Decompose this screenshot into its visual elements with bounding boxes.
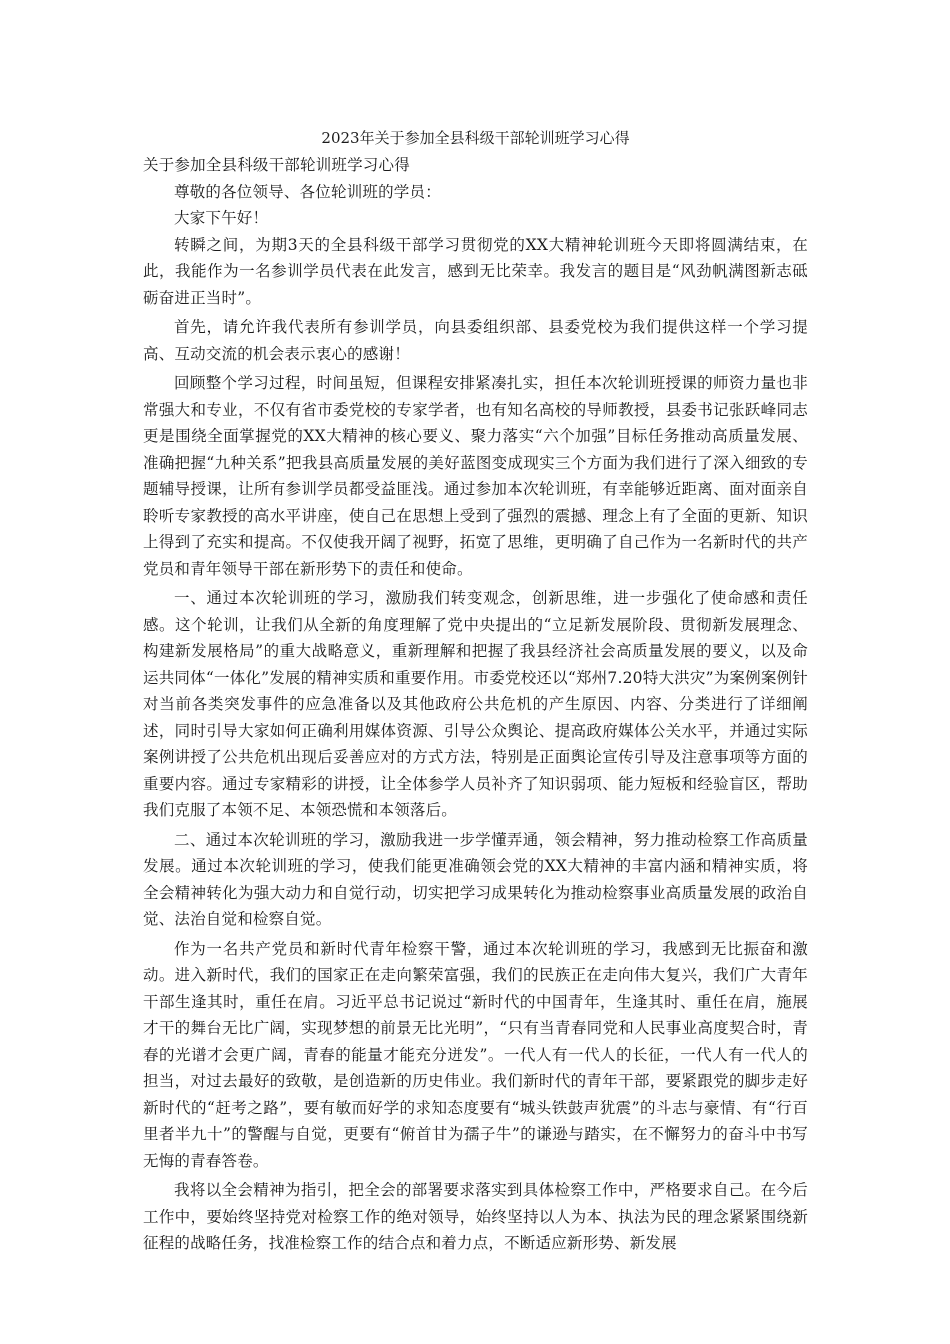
paragraph-2: 首先，请允许我代表所有参训学员，向县委组织部、县委党校为我们提供这样一个学习提高、互动交流的机会表示衷心的感谢！: [143, 318, 808, 363]
paragraph-6: 作为一名共产党员和新时代青年检察干警，通过本次轮训班的学习，我感到无比振奋和激动。进入新时代，我们的国家正在走向繁荣富强，我们的民族正在走向伟大复兴，我们广大青年干部生逢其时，重任在肩。习近平总书记说过“新时代的中国青年，生逢其时、重任在肩，施展才干的舞台无比广阔，实现梦想的前景无比光明”，“只有当青春同党和人民事业高度契合时，青春的光谱才会更广阔，青春的能量才能充分迸发”。一代人有一代人的长征，一代人有一代人的担当，对过去最好的致敬，是创造新的历史伟业。我们新时代的青年干部，要紧跟党的脚步走好新时代的“赶考之路”，要有敏而好学的求知态度要有“城头铁鼓声犹震”的斗志与豪情、有“行百里者半九十”的警醒与自觉，更要有“俯首甘为孺子牛”的谦逊与踏实，在不懈努力的奋斗中书写无悔的青春答卷。: [143, 939, 808, 1170]
paragraph-5: 二、通过本次轮训班的学习，激励我进一步学懂弄通，领会精神，努力推动检察工作高质量发展。通过本次轮训班的学习，使我们能更准确领会党的XX大精神的丰富内涵和精神实质，将全会精神转化为强大动力和自觉行动，切实把学习成果转化为推动检察事业高质量发展的政治自觉、法治自觉和检察自觉。: [143, 830, 808, 928]
paragraph-1: 转瞬之间，为期3天的全县科级干部学习贯彻党的XX大精神轮训班今天即将圆满结束，在此，我能作为一名参训学员代表在此发言，感到无比荣幸。我发言的题目是“风劲帆满图新志砥砺奋进正当时”。: [143, 235, 808, 307]
greeting: 大家下午好！: [174, 209, 269, 227]
paragraph-3: 回顾整个学习过程，时间虽短，但课程安排紧凑扎实，担任本次轮训班授课的师资力量也非常强大和专业，不仅有省市委党校的专家学者，也有知名高校的导师教授，县委书记张跃峰同志更是围绕全面掌握党的XX大精神的核心要义、聚力落实“六个加强”目标任务推动高质量发展、准确把握“九种关系”把我县高质量发展的美好蓝图变成现实三个方面为我们进行了深入细致的专题辅导授课，让所有参训学员都受益匪浅。通过参加本次轮训班，有幸能够近距离、面对面亲自聆听专家教授的高水平讲座，使自己在思想上受到了强烈的震撼、理念上有了全面的更新、知识上得到了充实和提高。不仅使我开阔了视野，拓宽了思维，更明确了自己作为一名新时代的共产党员和青年领导干部在新形势下的责任和使命。: [143, 374, 808, 578]
salutation: 尊敬的各位领导、各位轮训班的学员：: [174, 182, 441, 201]
document-title: 2023年关于参加全县科级干部轮训班学习心得: [321, 129, 630, 147]
paragraph-4: 一、通过本次轮训班的学习，激励我们转变观念，创新思维，进一步强化了使命感和责任感。这个轮训，让我们从全新的角度理解了党中央提出的“立足新发展阶段、贯彻新发展理念、构建新发展格局”的重大战略意义，重新理解和把握了我县经济社会高质量发展的要义，以及命运共同体“一体化”发展的精神实质和重要作用。市委党校还以“郑州7.20特大洪灾”为案例案例针对当前各类突发事件的应急准备以及其他政府公共危机的产生原因、内容、分类进行了详细阐述，同时引导大家如何正确利用媒体资源、引导公众舆论、提高政府媒体公关水平，并通过实际案例讲授了公共危机出现后妥善应对的方式方法，特别是正面舆论宣传引导及注意事项等方面的重要内容。通过专家精彩的讲授，让全体参学人员补齐了知识弱项、能力短板和经验盲区，帮助我们克服了本领不足、本领恐慌和本领落后。: [143, 589, 808, 819]
paragraph-7: 我将以全会精神为指引，把全会的部署要求落实到具体检察工作中，严格要求自己。在今后工作中，要始终坚持党对检察工作的绝对领导，始终坚持以人为本、执法为民的理念紧紧围绕新征程的战略任务，找准检察工作的结合点和着力点，不断适应新形势、新发展: [143, 1181, 808, 1252]
document-subtitle: 关于参加全县科级干部轮训班学习心得: [143, 156, 410, 174]
document-page: [143, 124, 808, 1260]
